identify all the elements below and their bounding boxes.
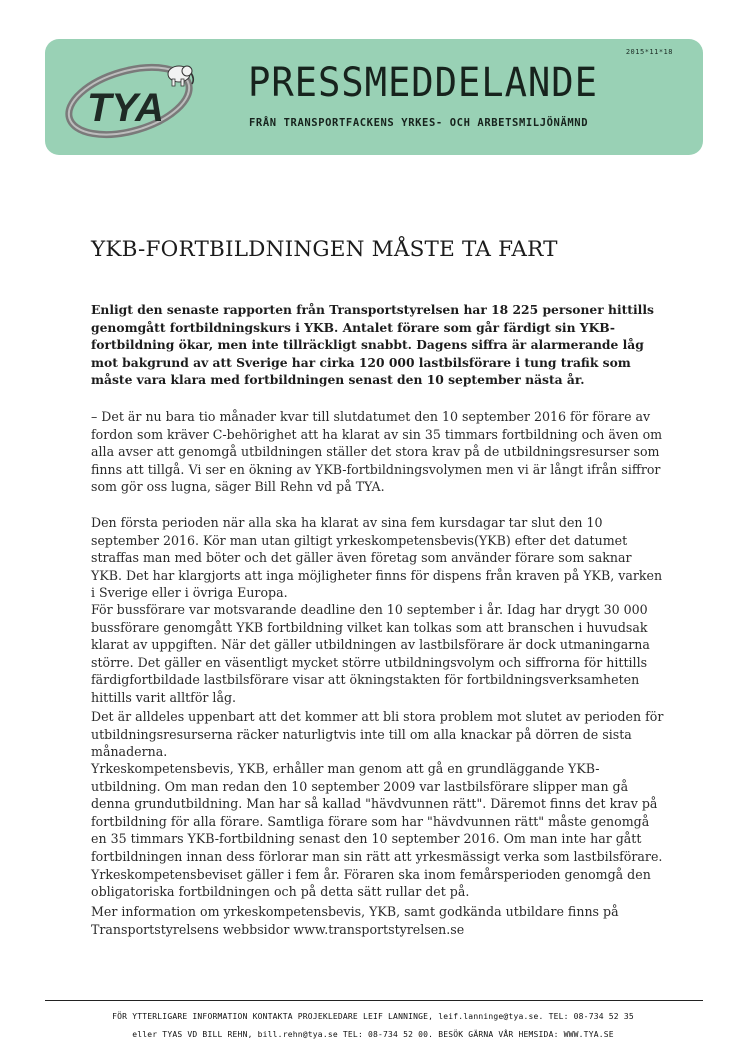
paragraph: Yrkeskompetensbevis, YKB, erhåller man genom att gå en grundläggande YKB-utbildning. Om man redan den 10 september 2009 var lastbilsförare slipper man gå denna grundutbildning. Man har så kallad "hävdvunnen rätt". Däremot finns det krav på fortbildning för alla förare. Samtliga förare som har "hävdvunnen rätt" måste genomgå en 35 timmars YKB-fortbildning senast den 10 september 2016. Om man inte har gått fortbildningen innan dess förlorar man sin rätt att yrkesmässigt verka som lastbilsförare. Yrkeskompetensbeviset gäller i fem år. Föraren ska inom femårsperioden genomgå den obligatoriska fortbildningen och på detta sätt rullar det på. [91, 761, 663, 900]
lead-paragraph: Enligt den senaste rapporten från Transportstyrelsen har 18 225 personer hittills genomgått fortbildningskurs i YKB. Antalet förare som går färdigt sin YKB-fortbildning ökar, men inte tillräckligt snabbt. Dagens siffra är alarmerande låg mot bakgrund av att Sverige har cirka 120 000 lastbilsförare i tung trafik som måste vara klara med fortbildningen senast den 10 september nästa år. [91, 302, 654, 388]
release-date: 2015*11*18 [625, 48, 673, 56]
header-subtitle: FRÅN TRANSPORTFACKENS YRKES- OCH ARBETSMILJÖNÄMND [249, 117, 589, 129]
headline: YKB-FORTBILDNINGEN MÅSTE TA FART [91, 237, 558, 262]
paragraph: För bussförare var motsvarande deadline den 10 september i år. Idag har drygt 30 000 bussförare genomgått YKB fortbildning vilket kan tolkas som att branschen i huvudsak klarat av uppgiften. När det gäller utbildningen av lastbilsförare är dock utmaningarna större. Det gäller en väsentligt mycket större utbildningsvolym och siffrorna för hittills färdigfortbildade lastbilsförare visar att ökningstakten för fortbildningsverksamheten hittills varit alltför låg. [91, 602, 650, 705]
tya-logo [63, 49, 203, 145]
paragraph: Det är alldeles uppenbart att det kommer att bli stora problem mot slutet av perioden för utbildningsresurserna räcker naturligtvis inte till om alla knackar på dörren de sista månaderna. [91, 709, 664, 760]
header-title: PRESSMEDDELANDE [248, 60, 598, 106]
footer-contact-line: FÖR YTTERLIGARE INFORMATION KONTAKTA PROJEKLEDARE LEIF LANNINGE, leif.lanninge@tya.se. TEL: 08-734 52 35 [112, 1012, 634, 1021]
paragraph: Den första perioden när alla ska ha klarat av sina fem kursdagar tar slut den 10 september 2016. Kör man utan giltigt yrkeskompetensbevis(YKB) efter det datumet straffas man med böter och det gäller även företag som använder förare som saknar YKB. Det har klargjorts att inga möjligheter finns för dispens från kraven på YKB, varken i Sverige eller i övriga Europa. [91, 515, 663, 601]
paragraph: Mer information om yrkeskompetensbevis, YKB, samt godkända utbildare finns på Transportstyrelsens webbsidor www.transportstyrelsen.se [91, 904, 619, 937]
press-header [45, 39, 703, 155]
paragraph: – Det är nu bara tio månader kvar till slutdatumet den 10 september 2016 för förare av fordon som kräver C-behörighet att ha klarat av sin 35 timmars fortbildning och även om alla avser att genomgå utbildningen ställer det stora krav på de utbildningsresurser som finns att tillgå. Vi ser en ökning av YKB-fortbildningsvolymen men vi är långt ifrån siffror som gör oss lugna, säger Bill Rehn vd på TYA. [91, 409, 663, 495]
logo-text: TYA [87, 86, 165, 130]
footer-contact-line: eller TYAS VD BILL REHN, bill.rehn@tya.se TEL: 08-734 52 00. BESÖK GÄRNA VÅR HEMSIDA: WWW.TYA.SE [132, 1030, 614, 1039]
footer-divider [45, 1000, 703, 1001]
